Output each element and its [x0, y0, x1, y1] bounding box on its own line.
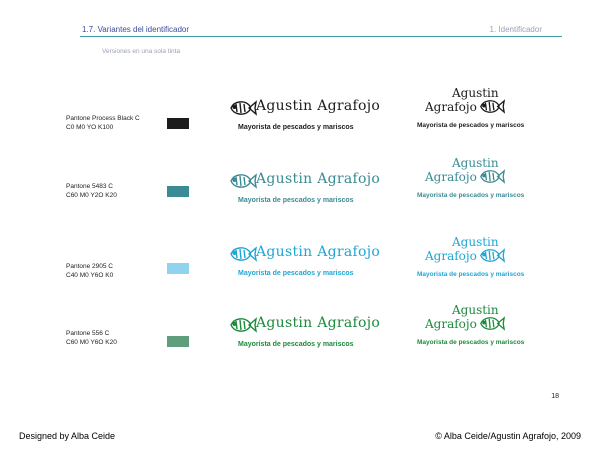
cmyk-values: C0 M0 YO K100 — [66, 124, 114, 131]
color-spec-1 — [66, 182, 117, 200]
section-title: 1.7. Variantes del identificador — [82, 25, 190, 34]
subtitle: Versiones en una sola tinta — [102, 48, 181, 55]
logo-stacked — [415, 86, 525, 144]
color-spec-0 — [66, 114, 140, 132]
fish-icon — [228, 243, 258, 265]
cmyk-values: C40 M0 Y6O K0 — [66, 272, 114, 279]
color-swatch — [167, 263, 189, 274]
pantone-name: Pantone 556 C — [66, 330, 110, 337]
tagline: Mayorista de pescados y mariscos — [417, 122, 525, 129]
pantone-name: Pantone Process Black C — [66, 115, 140, 122]
color-swatch — [167, 336, 189, 347]
logo-horizontal — [228, 314, 381, 362]
footer-copyright: © Alba Ceide/Agustin Agrafojo, 2009 — [435, 431, 581, 441]
tagline: Mayorista de pescados y mariscos — [238, 197, 354, 204]
cmyk-values: C60 M0 Y6O K20 — [66, 339, 117, 346]
color-swatch — [167, 186, 189, 197]
pantone-name: Pantone 5483 C — [66, 183, 113, 190]
fish-icon — [228, 170, 258, 192]
fish-icon — [478, 313, 506, 334]
logo-horizontal — [228, 243, 381, 291]
fish-icon — [228, 314, 258, 336]
fish-icon — [228, 97, 258, 119]
brand-word-last: Agrafojo — [425, 317, 477, 331]
logo-stacked — [415, 303, 525, 361]
brand-word-first: Agustin — [452, 235, 499, 249]
brand-word-last: Agrafojo — [425, 170, 477, 184]
chapter-label: 1. Identificador — [489, 25, 542, 34]
tagline: Mayorista de pescados y mariscos — [417, 271, 525, 278]
brand-name: Agustin Agrafojo — [256, 171, 381, 187]
tagline: Mayorista de pescados y mariscos — [238, 124, 354, 131]
page-number: 18 — [551, 393, 559, 400]
fish-icon — [478, 166, 506, 187]
brand-name: Agustin Agrafojo — [256, 244, 381, 260]
cmyk-values: C60 M0 Y2O K20 — [66, 192, 117, 199]
brand-name: Agustin Agrafojo — [256, 315, 381, 331]
brand-word-first: Agustin — [452, 156, 499, 170]
logo-stacked — [415, 156, 525, 214]
color-spec-3 — [66, 329, 117, 347]
color-swatch — [167, 118, 189, 129]
fish-icon — [478, 245, 506, 266]
logo-stacked — [415, 235, 525, 293]
footer-credit: Designed by Alba Ceide — [19, 431, 116, 441]
brand-word-first: Agustin — [452, 303, 499, 317]
logo-horizontal — [228, 170, 381, 218]
tagline: Mayorista de pescados y mariscos — [417, 192, 525, 199]
header-divider — [80, 36, 562, 37]
brand-word-last: Agrafojo — [425, 249, 477, 263]
brand-word-last: Agrafojo — [425, 100, 477, 114]
brand-word-first: Agustin — [452, 86, 499, 100]
pantone-name: Pantone 2905 C — [66, 263, 113, 270]
logo-horizontal — [228, 97, 381, 145]
color-spec-2 — [66, 262, 113, 280]
tagline: Mayorista de pescados y mariscos — [417, 339, 525, 346]
brand-name: Agustin Agrafojo — [256, 98, 381, 114]
tagline: Mayorista de pescados y mariscos — [238, 270, 354, 277]
fish-icon — [478, 96, 506, 117]
tagline: Mayorista de pescados y mariscos — [238, 341, 354, 348]
